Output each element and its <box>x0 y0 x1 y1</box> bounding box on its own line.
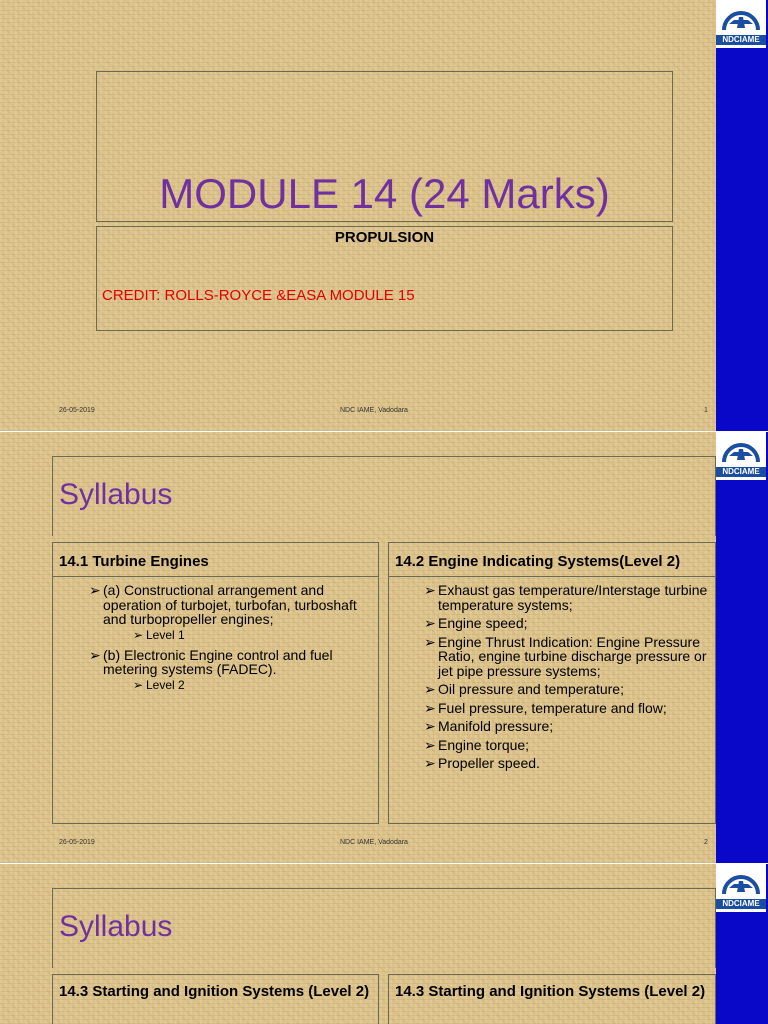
list-item-text: Exhaust gas temperature/Interstage turbine temperature systems; <box>438 582 708 613</box>
left-column <box>52 542 379 824</box>
subtitle-box <box>96 226 673 331</box>
syllabus-title: Syllabus <box>59 478 173 511</box>
list-item-text: Propeller speed. <box>438 755 540 771</box>
left-column-heading: 14.3 Starting and Ignition Systems (Level 2) <box>59 983 370 1000</box>
list-item <box>424 583 711 612</box>
side-brand-bar <box>716 432 768 863</box>
logo-label: NDCIAME <box>716 899 766 909</box>
arrow-bullet-icon: ➢ <box>424 681 436 697</box>
list-item <box>89 648 372 692</box>
syllabus-title: Syllabus <box>59 910 173 943</box>
footer-page-number: 2 <box>704 839 708 846</box>
arrow-bullet-icon: ➢ <box>89 646 101 663</box>
logo-label: NDCIAME <box>716 467 766 477</box>
list-item <box>424 719 711 734</box>
right-column <box>388 974 716 1024</box>
left-column-list <box>89 583 372 698</box>
aircraft-emblem-icon <box>716 432 766 468</box>
arrow-bullet-icon: ➢ <box>133 627 144 642</box>
arrow-bullet-icon: ➢ <box>424 615 436 631</box>
module-title: MODULE 14 (24 Marks) <box>159 170 610 217</box>
list-item <box>424 682 711 697</box>
footer-date: 26-05-2019 <box>59 839 95 846</box>
arrow-bullet-icon: ➢ <box>424 755 436 771</box>
arrow-bullet-icon: ➢ <box>424 699 436 716</box>
list-item-text: (b) Electronic Engine control and fuel metering systems (FADEC). <box>103 646 333 677</box>
syllabus-header-box <box>52 888 716 968</box>
list-item-text: Engine torque; <box>438 736 530 753</box>
ndciame-logo <box>716 0 766 48</box>
arrow-bullet-icon: ➢ <box>89 582 101 598</box>
list-item <box>424 701 711 716</box>
left-column-heading: 14.1 Turbine Engines <box>53 543 378 577</box>
slide-3 <box>0 864 768 1024</box>
ndciame-logo <box>716 864 766 912</box>
sub-list-item <box>133 629 372 642</box>
ndciame-logo <box>716 432 766 480</box>
sub-list-item <box>133 679 372 692</box>
arrow-bullet-icon: ➢ <box>424 633 436 650</box>
right-column-heading: 14.2 Engine Indicating Systems(Level 2) <box>389 543 715 577</box>
sub-list <box>103 629 372 642</box>
arrow-bullet-icon: ➢ <box>424 718 436 734</box>
list-item <box>424 738 711 753</box>
list-item-text: Fuel pressure, temperature and flow; <box>438 699 667 716</box>
right-column-list <box>424 583 711 775</box>
right-column-heading: 14.3 Starting and Ignition Systems (Level 2) <box>395 983 706 1000</box>
footer-center: NDC IAME, Vadodara <box>340 407 408 414</box>
credit-text: CREDIT: ROLLS-ROYCE &EASA MODULE 15 <box>102 287 415 304</box>
list-item <box>424 635 711 679</box>
list-item-text: Engine speed; <box>438 615 528 631</box>
footer-page-number: 1 <box>704 407 708 414</box>
level-label: Level 1 <box>146 627 185 642</box>
title-box <box>96 71 673 222</box>
list-item-text: Engine Thrust Indication: Engine Pressure Ratio, engine turbine discharge pressure or jet pipe pressure systems; <box>438 633 707 679</box>
slide-1 <box>0 0 768 431</box>
logo-label: NDCIAME <box>716 35 766 45</box>
list-item-text: Manifold pressure; <box>438 718 554 734</box>
list-item <box>89 583 372 642</box>
slide-2 <box>0 432 768 863</box>
footer-date: 26-05-2019 <box>59 407 95 414</box>
aircraft-emblem-icon <box>716 0 766 36</box>
side-brand-bar <box>716 0 768 431</box>
subtitle: PROPULSION <box>334 229 435 246</box>
arrow-bullet-icon: ➢ <box>133 677 144 692</box>
right-column <box>388 542 716 824</box>
sub-list <box>103 679 372 692</box>
left-column <box>52 974 379 1024</box>
list-item-text: Oil pressure and temperature; <box>438 681 624 697</box>
list-item <box>424 756 711 771</box>
list-item <box>424 616 711 631</box>
footer-center: NDC IAME, Vadodara <box>340 839 408 846</box>
level-label: Level 2 <box>146 677 185 692</box>
arrow-bullet-icon: ➢ <box>424 582 436 598</box>
arrow-bullet-icon: ➢ <box>424 736 436 753</box>
list-item-text: (a) Constructional arrangement and operation of turbojet, turbofan, turboshaft and turbopropeller engines; <box>103 582 357 627</box>
aircraft-emblem-icon <box>716 864 766 900</box>
syllabus-header-box <box>52 456 716 536</box>
